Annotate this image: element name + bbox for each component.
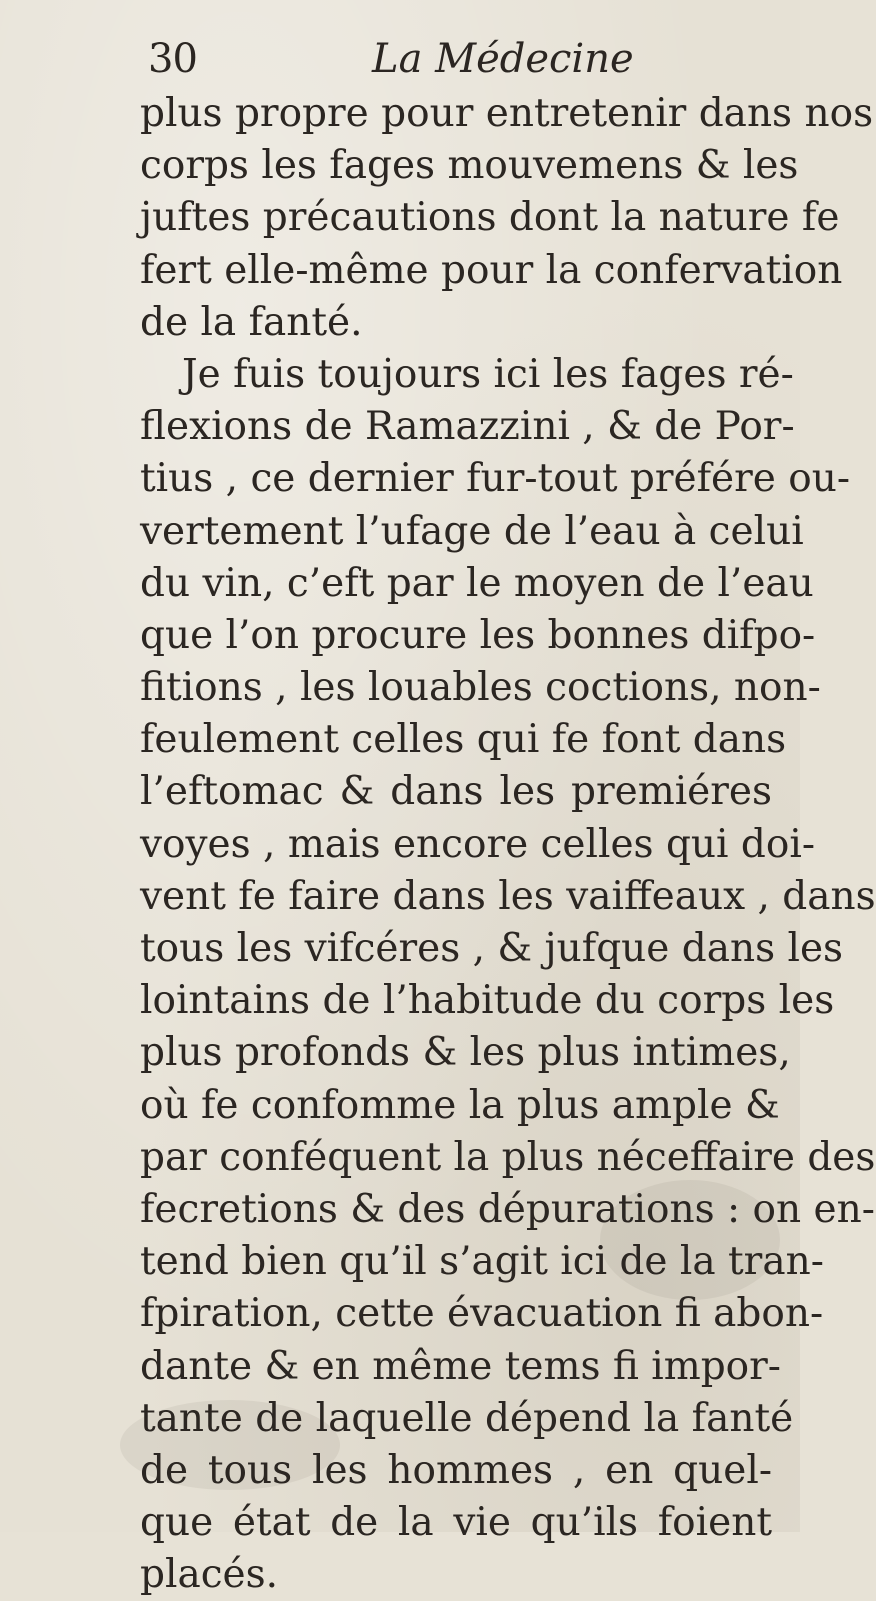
body-text: [140, 88, 876, 1601]
text-line: tante de laquelle dépend la fanté: [140, 1395, 794, 1441]
text-line: voyes , mais encore celles qui doi-: [140, 821, 815, 867]
paragraph-start-line: Je fuis toujours ici les fages ré-: [182, 351, 794, 397]
text-line: par conféquent la plus néceffaire des: [140, 1134, 876, 1180]
text-line: corps les fages mouvemens & les: [140, 143, 799, 189]
text-line: placés.: [140, 1552, 279, 1598]
page-number: 30: [148, 36, 197, 82]
text-line: que l’on procure les bonnes difpo-: [140, 612, 816, 658]
text-line: où fe confomme la plus ample &: [140, 1082, 780, 1128]
text-line: juftes précautions dont la nature fe: [140, 195, 840, 241]
text-line: de tous les hommes , en quel-: [140, 1447, 772, 1493]
text-line: de la fanté.: [140, 299, 363, 345]
text-line: fert elle-même pour la confervation: [140, 247, 843, 293]
text-line: flexions de Ramazzini , & de Por-: [140, 404, 795, 450]
text-line: lointains de l’habitude du corps les: [140, 978, 835, 1024]
running-head: La Médecine: [372, 36, 634, 82]
text-line: fitions , les louables coctions, non-: [140, 665, 821, 711]
text-line: fecretions & des dépurations : on en-: [140, 1186, 875, 1232]
text-line: vent fe faire dans les vaiffeaux , dans: [140, 873, 876, 919]
text-line: dante & en même tems fi impor-: [140, 1343, 781, 1389]
text-line: tend bien qu’il s’agit ici de la tran-: [140, 1239, 824, 1285]
text-line: feulement celles qui fe font dans: [140, 717, 787, 763]
text-line: tous les vifcéres , & jufque dans les: [140, 926, 844, 971]
page-header: [140, 36, 780, 96]
text-line: plus propre pour entretenir dans nos: [140, 91, 874, 136]
text-line: l’eftomac & dans les premiéres: [140, 769, 772, 815]
text-line: plus profonds & les plus intimes,: [140, 1030, 791, 1076]
text-line: vertement l’ufage de l’eau à celui: [140, 508, 804, 554]
text-line: tius , ce dernier fur-tout préfére ou-: [140, 456, 850, 502]
text-line: fpiration, cette évacuation fi abon-: [140, 1291, 824, 1337]
text-line: que état de la vie qu’ils foient: [140, 1500, 772, 1546]
text-line: du vin, c’eft par le moyen de l’eau: [140, 560, 814, 606]
